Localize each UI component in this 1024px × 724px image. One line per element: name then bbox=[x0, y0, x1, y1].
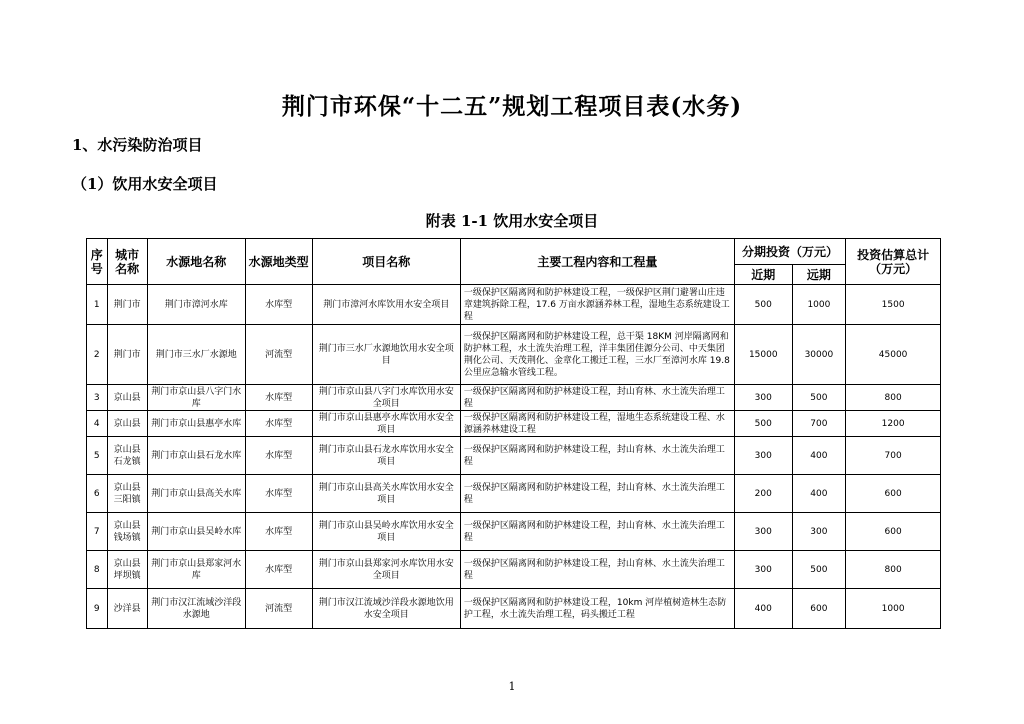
cell-project-name: 荆门市三水厂水源地饮用水安全项目 bbox=[312, 325, 460, 385]
cell-project-name: 荆门市京山县吴岭水库饮用水安全项目 bbox=[312, 513, 460, 551]
cell-city: 京山县三阳镇 bbox=[107, 475, 147, 513]
header-total: 投资估算总计（万元） bbox=[846, 239, 941, 285]
header-near-term: 近期 bbox=[734, 265, 792, 285]
cell-content: 一级保护区隔离网和防护林建设工程，封山育林、水土流失治理工程 bbox=[460, 551, 734, 589]
cell-index: 5 bbox=[87, 437, 108, 475]
cell-city: 沙洋县 bbox=[107, 589, 147, 629]
cell-near-term: 15000 bbox=[734, 325, 792, 385]
cell-project-name: 荆门市京山县高关水库饮用水安全项目 bbox=[312, 475, 460, 513]
cell-total: 1500 bbox=[846, 285, 941, 325]
cell-city: 京山县石龙镇 bbox=[107, 437, 147, 475]
table-row bbox=[87, 589, 941, 629]
cell-project-name: 荆门市京山县八字门水库饮用水安全项目 bbox=[312, 385, 460, 411]
cell-total: 1200 bbox=[846, 411, 941, 437]
cell-total: 800 bbox=[846, 551, 941, 589]
header-phased-investment: 分期投资（万元） bbox=[734, 239, 845, 265]
cell-content: 一级保护区隔离网和防护林建设工程，10km 河岸植树造林生态防护工程，水土流失治理工程，码头搬迁工程 bbox=[460, 589, 734, 629]
cell-index: 6 bbox=[87, 475, 108, 513]
cell-city: 京山县钱场镇 bbox=[107, 513, 147, 551]
header-source-type: 水源地类型 bbox=[245, 239, 312, 285]
cell-near-term: 500 bbox=[734, 285, 792, 325]
cell-total: 700 bbox=[846, 437, 941, 475]
cell-city: 荆门市 bbox=[107, 325, 147, 385]
cell-long-term: 600 bbox=[792, 589, 846, 629]
cell-total: 600 bbox=[846, 475, 941, 513]
cell-source-type: 水库型 bbox=[245, 285, 312, 325]
cell-source-name: 荆门市京山县惠亭水库 bbox=[147, 411, 245, 437]
page-number: 1 bbox=[508, 680, 516, 693]
cell-near-term: 300 bbox=[734, 385, 792, 411]
table-row bbox=[87, 475, 941, 513]
cell-long-term: 500 bbox=[792, 385, 846, 411]
table-row bbox=[87, 385, 941, 411]
cell-source-type: 河流型 bbox=[245, 589, 312, 629]
cell-total: 600 bbox=[846, 513, 941, 551]
header-city: 城市名称 bbox=[107, 239, 147, 285]
cell-long-term: 500 bbox=[792, 551, 846, 589]
cell-project-name: 荆门市京山县石龙水库饮用水安全项目 bbox=[312, 437, 460, 475]
cell-source-name: 荆门市汉江流域沙洋段水源地 bbox=[147, 589, 245, 629]
cell-near-term: 200 bbox=[734, 475, 792, 513]
cell-city: 荆门市 bbox=[107, 285, 147, 325]
header-project-name: 项目名称 bbox=[312, 239, 460, 285]
cell-source-name: 荆门市三水厂水源地 bbox=[147, 325, 245, 385]
cell-project-name: 荆门市京山县郑家河水库饮用水安全项目 bbox=[312, 551, 460, 589]
header-index: 序号 bbox=[87, 239, 108, 285]
cell-long-term: 400 bbox=[792, 437, 846, 475]
cell-index: 7 bbox=[87, 513, 108, 551]
cell-city: 京山县 bbox=[107, 411, 147, 437]
cell-total: 800 bbox=[846, 385, 941, 411]
header-long-term: 远期 bbox=[792, 265, 846, 285]
cell-source-type: 水库型 bbox=[245, 551, 312, 589]
table-body bbox=[87, 285, 941, 629]
cell-near-term: 500 bbox=[734, 411, 792, 437]
cell-index: 3 bbox=[87, 385, 108, 411]
table-row bbox=[87, 285, 941, 325]
cell-total: 45000 bbox=[846, 325, 941, 385]
cell-source-name: 荆门市京山县石龙水库 bbox=[147, 437, 245, 475]
cell-near-term: 300 bbox=[734, 513, 792, 551]
cell-long-term: 700 bbox=[792, 411, 846, 437]
table-caption: 附表 1-1 饮用水安全项目 bbox=[425, 212, 599, 230]
cell-project-name: 荆门市漳河水库饮用水安全项目 bbox=[312, 285, 460, 325]
cell-content: 一级保护区隔离网和防护林建设工程，封山育林、水土流失治理工程 bbox=[460, 437, 734, 475]
table-row bbox=[87, 325, 941, 385]
cell-source-name: 荆门市京山县吴岭水库 bbox=[147, 513, 245, 551]
cell-long-term: 1000 bbox=[792, 285, 846, 325]
project-table bbox=[86, 238, 941, 629]
cell-source-type: 水库型 bbox=[245, 437, 312, 475]
table-row bbox=[87, 513, 941, 551]
cell-index: 1 bbox=[87, 285, 108, 325]
table-row bbox=[87, 437, 941, 475]
cell-content: 一级保护区隔离网和防护林建设工程，封山育林、水土流失治理工程 bbox=[460, 475, 734, 513]
cell-near-term: 300 bbox=[734, 437, 792, 475]
cell-source-type: 水库型 bbox=[245, 411, 312, 437]
cell-source-name: 荆门市京山县八字门水库 bbox=[147, 385, 245, 411]
cell-city: 京山县坪坝镇 bbox=[107, 551, 147, 589]
cell-source-type: 水库型 bbox=[245, 513, 312, 551]
cell-long-term: 300 bbox=[792, 513, 846, 551]
cell-source-name: 荆门市漳河水库 bbox=[147, 285, 245, 325]
cell-source-type: 水库型 bbox=[245, 385, 312, 411]
cell-source-type: 水库型 bbox=[245, 475, 312, 513]
cell-project-name: 荆门市京山县惠亭水库饮用水安全项目 bbox=[312, 411, 460, 437]
cell-near-term: 300 bbox=[734, 551, 792, 589]
cell-index: 9 bbox=[87, 589, 108, 629]
cell-content: 一级保护区隔离网和防护林建设工程，封山育林、水土流失治理工程 bbox=[460, 385, 734, 411]
table-row bbox=[87, 411, 941, 437]
cell-long-term: 400 bbox=[792, 475, 846, 513]
document-title: 荆门市环保“十二五”规划工程项目表(水务) bbox=[281, 93, 743, 120]
cell-index: 4 bbox=[87, 411, 108, 437]
header-content: 主要工程内容和工程量 bbox=[460, 239, 734, 285]
cell-project-name: 荆门市汉江流域沙洋段水源地饮用水安全项目 bbox=[312, 589, 460, 629]
cell-near-term: 400 bbox=[734, 589, 792, 629]
cell-index: 2 bbox=[87, 325, 108, 385]
cell-source-name: 荆门市京山县郑家河水库 bbox=[147, 551, 245, 589]
cell-index: 8 bbox=[87, 551, 108, 589]
subsection-heading: （1）饮用水安全项目 bbox=[72, 175, 218, 193]
cell-content: 一级保护区隔离网和防护林建设工程，湿地生态系统建设工程、水源涵养林建设工程 bbox=[460, 411, 734, 437]
cell-content: 一级保护区隔离网和防护林建设工程，一级保护区荆门避署山庄违章建筑拆除工程，17.6 万亩水源涵养林工程，湿地生态系统建设工程 bbox=[460, 285, 734, 325]
table-row bbox=[87, 551, 941, 589]
cell-city: 京山县 bbox=[107, 385, 147, 411]
header-source-name: 水源地名称 bbox=[147, 239, 245, 285]
cell-long-term: 30000 bbox=[792, 325, 846, 385]
cell-content: 一级保护区隔离网和防护林建设工程，总干渠 18KM 河岸隔离网和防护林工程，水土流失治理工程，洋丰集团佳源分公司、中天集团荆化公司、天茂荆化、金章化工搬迁工程，三水厂至漳河水库 19.8 公里应急输水管线工程。 bbox=[460, 325, 734, 385]
cell-source-name: 荆门市京山县高关水库 bbox=[147, 475, 245, 513]
cell-content: 一级保护区隔离网和防护林建设工程，封山育林、水土流失治理工程 bbox=[460, 513, 734, 551]
cell-total: 1000 bbox=[846, 589, 941, 629]
cell-source-type: 河流型 bbox=[245, 325, 312, 385]
section-heading: 1、水污染防治项目 bbox=[72, 136, 203, 154]
